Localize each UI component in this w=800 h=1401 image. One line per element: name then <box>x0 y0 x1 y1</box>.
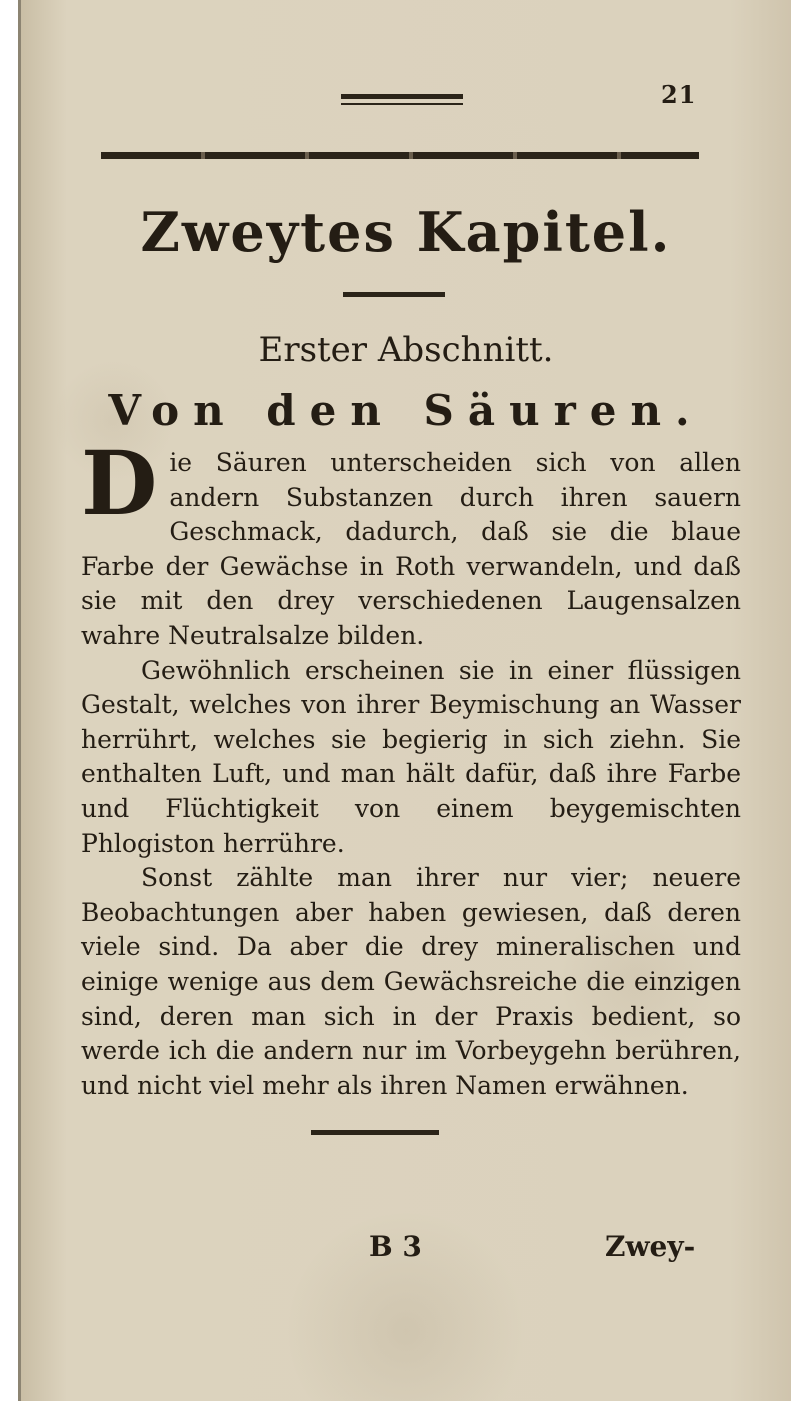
page-number: 21 <box>661 80 697 109</box>
drop-cap: D <box>81 431 158 535</box>
signature-mark: B 3 <box>369 1230 422 1263</box>
body-text <box>81 431 741 1103</box>
section-subtitle: Von den Säuren. <box>108 386 704 435</box>
paragraph-2: Gewöhnlich erscheinen sie in einer flüssigen Gestalt, welches von ihrer Beymischung an Wasser herrührt, welches sie begierig in sich ziehn. Sie enthalten Luft, und man hält dafür, daß ihre Farbe und Flüchtigkeit von einem beygemischten Phlogiston herrühre. <box>81 655 741 858</box>
paragraph-1-text: ie Säuren unterscheiden sich von allen andern Substanzen durch ihren sauern Geschmack, dadurch, daß sie die blaue Farbe der Gewächse in Roth verwandeln, und daß sie mit den drey verschiedenen Laugensalzen wahre Neutralsalze bilden. <box>81 448 741 650</box>
chapter-title: Zweytes Kapitel. <box>140 200 672 264</box>
header-ornament <box>341 94 463 112</box>
catchword: Zwey- <box>605 1230 696 1263</box>
end-rule <box>311 1130 439 1135</box>
title-divider <box>343 292 445 297</box>
section-title: Erster Abschnitt. <box>258 330 554 370</box>
paragraph-3: Sonst zählte man ihrer nur vier; neuere Beobachtungen aber haben gewiesen, daß deren viele sind. Da aber die drey mineralischen und einige wenige aus dem Gewächsreiche die einzigen sind, deren man sich in der Praxis bedient, so werde ich die andern nur im Vorbeygehn berühren, und nicht viel mehr als ihren Namen erwähnen. <box>81 863 741 1100</box>
book-page <box>18 0 791 1401</box>
paragraph-1 <box>81 431 741 654</box>
header-rule <box>101 152 699 159</box>
